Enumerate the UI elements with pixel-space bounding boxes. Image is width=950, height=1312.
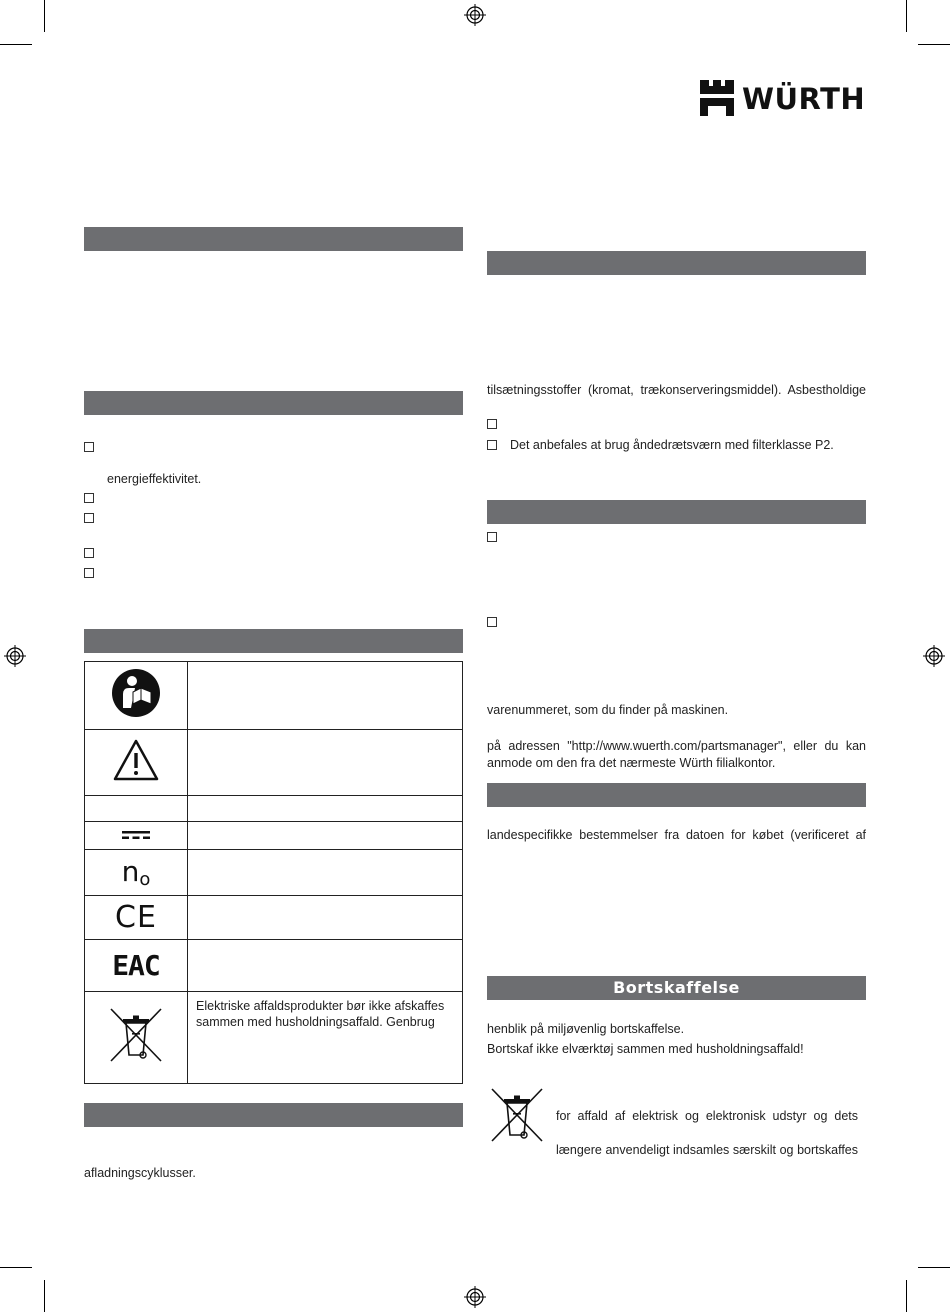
crop-mark: [44, 1280, 45, 1312]
text-line: på adressen "http://www.wuerth.com/partsmanager", eller du kan: [487, 739, 866, 753]
registration-mark-icon: [923, 645, 945, 667]
symbol-description: [188, 896, 463, 940]
table-row: [85, 896, 463, 940]
crop-mark: [918, 1267, 950, 1268]
symbol-description: Elektriske affaldsprodukter bør ikke afskaffes sammen med husholdningsaffald. Genbrug: [188, 992, 463, 1084]
text-line: tilsætningsstoffer (kromat, trækonserveringsmiddel). Asbestholdige: [487, 383, 866, 397]
crop-mark: [0, 1267, 32, 1268]
registration-mark-icon: [4, 645, 26, 667]
table-row: [85, 850, 463, 896]
text-line: afladningscyklusser.: [84, 1166, 196, 1180]
crop-mark: [906, 0, 907, 32]
ce-mark-icon: CE: [115, 900, 157, 935]
weee-bin-icon: [488, 1085, 546, 1145]
symbol-cell: [85, 896, 188, 940]
text-line: energieffektivitet.: [107, 472, 202, 486]
text-line: længere anvendeligt indsamles særskilt og bortskaffes: [556, 1143, 858, 1157]
table-row: [85, 796, 463, 822]
section-header-bar: [84, 227, 463, 251]
section-header-bar: [487, 500, 866, 524]
checkbox-bullet: [84, 513, 94, 523]
text-line: varenummeret, som du finder på maskinen.: [487, 703, 729, 717]
table-row: [85, 730, 463, 796]
table-row: [85, 992, 463, 1084]
symbol-cell: [85, 850, 188, 896]
crop-mark: [0, 44, 32, 45]
symbols-table: [84, 661, 463, 1084]
section-header-bar: [84, 629, 463, 653]
symbol-cell: [85, 992, 188, 1084]
section-header-bar: [487, 251, 866, 275]
symbol-description: [188, 796, 463, 822]
manual-read-icon: [111, 668, 161, 718]
symbol-cell: [85, 730, 188, 796]
checkbox-bullet: [84, 568, 94, 578]
crop-mark: [44, 0, 45, 32]
symbol-cell: [85, 662, 188, 730]
dc-current-icon: [122, 830, 150, 840]
text-line: anmode om den fra det nærmeste Würth filialkontor.: [487, 756, 776, 770]
symbol-description: [188, 662, 463, 730]
crop-mark: [918, 44, 950, 45]
text-line: landespecifikke bestemmelser fra datoen for købet (verificeret af: [487, 828, 866, 842]
text-line: Det anbefales at brug åndedrætsværn med filterklasse P2.: [510, 438, 834, 452]
disposal-section-title: Bortskaffelse: [487, 976, 866, 1000]
checkbox-bullet: [84, 548, 94, 558]
checkbox-bullet: [487, 419, 497, 429]
symbol-cell: [85, 822, 188, 850]
wuerth-logo-icon: [700, 80, 734, 116]
text-line: Bortskaf ikke elværktøj sammen med husholdningsaffald!: [487, 1042, 804, 1056]
symbol-description: [188, 940, 463, 992]
warning-triangle-icon: [112, 738, 160, 782]
section-header-bar: [84, 1103, 463, 1127]
checkbox-bullet: [487, 617, 497, 627]
symbol-description: [188, 850, 463, 896]
no-load-speed-icon: no: [121, 855, 151, 890]
eac-mark-icon: EAC: [112, 949, 160, 982]
table-row: [85, 940, 463, 992]
checkbox-bullet: [84, 493, 94, 503]
registration-mark-icon: [464, 4, 486, 26]
text-line: henblik på miljøvenlig bortskaffelse.: [487, 1022, 685, 1036]
brand-name: WÜRTH: [742, 82, 866, 116]
symbol-cell: [85, 940, 188, 992]
text-line: for affald af elektrisk og elektronisk udstyr og dets: [556, 1109, 858, 1123]
symbol-description: [188, 730, 463, 796]
section-header-bar: [487, 783, 866, 807]
brand-logo: [700, 80, 866, 118]
crop-mark: [906, 1280, 907, 1312]
checkbox-bullet: [487, 440, 497, 450]
section-header-bar: [84, 391, 463, 415]
symbol-cell: [85, 796, 188, 822]
registration-mark-icon: [464, 1286, 486, 1308]
checkbox-bullet: [487, 532, 497, 542]
symbol-description: [188, 822, 463, 850]
weee-bin-icon: [107, 1005, 165, 1065]
table-row: [85, 822, 463, 850]
checkbox-bullet: [84, 442, 94, 452]
table-row: [85, 662, 463, 730]
